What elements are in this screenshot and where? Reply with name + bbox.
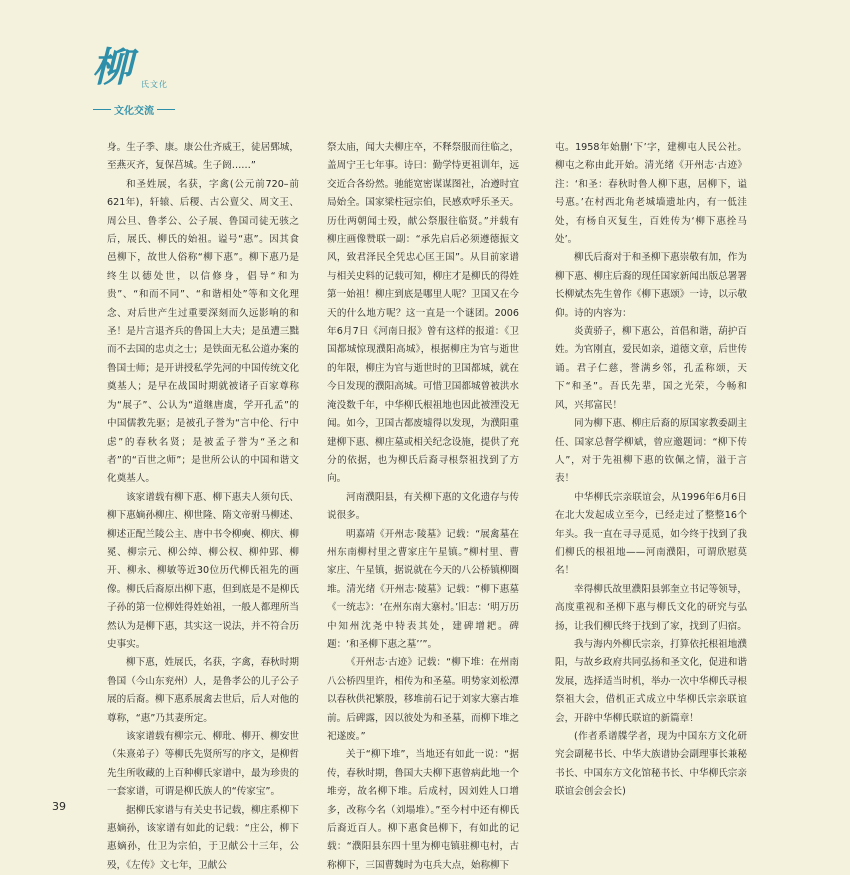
paragraph: 我与海内外柳氏宗亲，打算依托根祖地濮阳，与故乡政府共同弘扬和圣文化，促进和谐发展，选择适当时机，举办一次中华柳氏寻根祭祖大会，借机正式成立中华柳氏宗亲联谊会，开辟中华柳氏联谊的新篇章！ [555,638,747,724]
paragraph: 和圣姓展，名获，字禽(公元前720–前621年)，轩辕、后稷、古公亶父、周文王、周公旦、鲁孝公、公子展、鲁国司徒无骇之后，展氏、柳氏的始祖。谥号“惠”。因其食邑柳下，故世人俗称“柳下惠”。柳下惠乃是终生以德处世，以信修身，倡导“和为贵”、“和而不同”、“和谐相处”等和文化理念、对后世产生过重要深刻而久远影响的和圣！是片言退齐兵的鲁国上大夫；是虽遭三黜而不去国的忠贞之士；是铁面无私公道办案的鲁国士师；是开讲授私学先河的中国传统文化奠基人；是早在战国时期就被诸子百家尊称为“展子”、公认为“道继唐虞，学开孔孟”的中国儒教先驱；是被孔子誉为“言中伦、行中虑”的春秋名贤；是被孟子誉为“圣之和者”的“百世之师”；是世所公认的中国和谐文化奠基人。 [107,178,299,485]
paragraph: 身。生子季、康。康公仕齐威王，徒居鄄城，至燕灭齐，复保莒城。生子阏……” [107,142,299,172]
section-rule-left [93,109,111,110]
paragraph: 关于“柳下堆”，当地还有如此一说：“据传，春秋时期，鲁国大夫柳下惠曾病此地一个堆旁，故名柳下堆。后成村，因刘姓人口增多，改称今名（刘塌堆）。”至今村中还有柳氏后裔近百人。柳下惠食邑柳下，有如此的记载：“濮阳县东四十里为柳屯镇驻柳屯村，古称柳下，三国曹魏时为屯兵大点，始称柳下 [327,749,519,871]
text-column-1 [107,139,299,875]
section-rule-right [157,109,175,110]
paragraph: 《开州志·古迹》记载：“柳下堆：在州南八公桥四里许，相传为和圣墓。明势家刘松潭以春秋供祀繁殷，移堆前石记于刘家大寨古堆前。后碑露，因以彼处为和圣墓，而柳下堆之祀遂废。” [327,657,519,742]
paragraph: 同为柳下惠、柳庄后裔的原国家教委副主任、国家总督学柳斌，曾应邀题词：“柳下传人”，对于先祖柳下惠的钦佩之情，溢于言表！ [555,418,747,485]
paragraph: 柳氏后裔对于和圣柳下惠崇敬有加，作为柳下惠、柳庄后裔的现任国家新闻出版总署署长柳斌杰先生曾作《柳下惠颂》一诗，以示敬仰。诗的内容为： [555,252,747,319]
paragraph: 该家谱载有柳宗元、柳玭、柳开、柳安世（朱熹弟子）等柳氏先贤所写的序文，是柳哲先生所收藏的上百种柳氏家谱中，最为珍贵的一套家谱，可谓是柳氏族人的“传家宝”。 [107,731,299,798]
paragraph: 屯。1958年始删‘下’字，建柳屯人民公社。柳屯之称由此开始。清光绪《开州志·古迹》注：‘和圣：春秋时鲁人柳下惠，居柳下，谥号惠。’在村西北角老城墙遗址内，有一低洼处，有杨自灭复生，百姓传为‘柳下惠拴马处’。 [555,142,747,246]
section-label-text: 文化交流 [114,106,154,117]
paragraph: 明嘉靖《开州志·陵墓》记载：“展禽墓在州东南柳村里之曹家庄午星镇。”柳村里、曹家庄、午星镇，据说就在今天的八公桥镇柳圈堆。清光绪《开州志·陵墓》记载：“柳下惠墓《一统志》：‘在州东南大寨村。’旧志：‘明万历中知州沈尧中特表其处，建碑增耙。碑题：‘和圣柳下惠之墓’’”。 [327,528,519,650]
paragraph: 河南濮阳县，有关柳下惠的文化遗存与传说很多。 [327,491,519,522]
paragraph: 柳下惠，姓展氏，名获，字禽，春秋时期鲁国（今山东兖州）人，是鲁孝公的儿子公子展的后裔。柳下惠系展禽去世后，后人对他的尊称，“惠”乃其妻所定。 [107,657,299,724]
section-label [90,102,178,117]
text-column-2 [327,139,519,875]
header-subtitle: 氏文化 [141,80,168,89]
paragraph: (作者系谱牒学者，现为中国东方文化研究会副秘书长、中华大族谱协会副理事长兼秘书长、中国东方文化馆秘书长、中华柳氏宗亲联谊会创会会长) [555,731,747,798]
page-number: 39 [52,800,66,813]
paragraph: 据柳氏家谱与有关史书记载，柳庄系柳下惠嫡孙，该家谱有如此的记载：“庄公，柳下惠嫡孙，仕卫为宗伯，于卫献公十三年，公殁，《左传》文七年，卫献公 [107,804,299,871]
paragraph: 该家谱载有柳下惠、柳下惠夫人须句氏、柳下惠嫡孙柳庄、柳世隆、隋文帝驸马柳述、柳述正配兰陵公主、唐中书令柳奭、柳庆、柳冕、柳宗元、柳公绰、柳公权、柳仲郢、柳开、柳永、柳敏等近30位历代柳氏祖先的画像。柳氏后裔原出柳下惠，但到底是不是柳氏子孙的第一位柳姓得姓始祖，一般人都理所当然认为是柳下惠，其实这一说法，并不符合历史事实。 [107,491,299,650]
paragraph: 祭太庙，闻大夫柳庄卒，不释祭服而往临之，盖周宁王七年事。诗曰：勤学恃更祖训年，远交近合各纷然。驰能宽密谋谋图社，冶遵时宜局始全。国家梁柱冠宗伯，民感欢呼乐圣天。历仕两朝闻士殁，献公祭服往临贤。”并载有柳庄画像赞联一副：“承先启后必须遵德振文风，致君泽民全凭忠心匡王国”。从目前家谱与相关史料的记载可知，柳庄才是柳氏的得姓第一始祖！柳庄到底是哪里人呢？卫国又在今天的什么地方呢？这一直是一个谜团。2006年6月7日《河南日报》曾有这样的报道：《卫国都城惊现濮阳高城》，根据柳庄为官与逝世的年限，柳庄为官与逝世时的卫国都城，就在今日发现的濮阳高城。可惜卫国都城曾被洪水淹没数千年，中华柳氏根祖地也因此被湮没无闻。如今，卫国古都废墟得以发现，为濮阳重建柳下惠、柳庄墓或相关纪念设施，提供了充分的依据，也为柳氏后裔寻根祭祖找到了方向。 [327,142,519,485]
header-calligraphy-char: 柳 [92,44,132,91]
paragraph: 炎黄骄子，柳下惠公，首倡和谐，葫护百姓。为官刚直，爱民如亲，道德文章，后世传诵。君子仁慈，誉满乡邻，孔孟称颂，天下“和圣”。吾氏先辈，国之光荣，今畅和风，兴邦富民！ [555,326,747,411]
paragraph: 幸得柳氏故里濮阳县郭奎立书记等领导，高度重视和圣柳下惠与柳氏文化的研究与弘扬，让我们柳氏终于找到了家，找到了归宿。 [555,583,747,632]
text-column-3 [555,139,747,802]
paragraph: 中华柳氏宗亲联谊会，从1996年6月6日在北大发起成立至今，已经走过了整整16个年头。我一直在寻寻觅觅，如今终于找到了我们柳氏的根祖地——河南濮阳，可谓欣慰莫名！ [555,491,747,577]
